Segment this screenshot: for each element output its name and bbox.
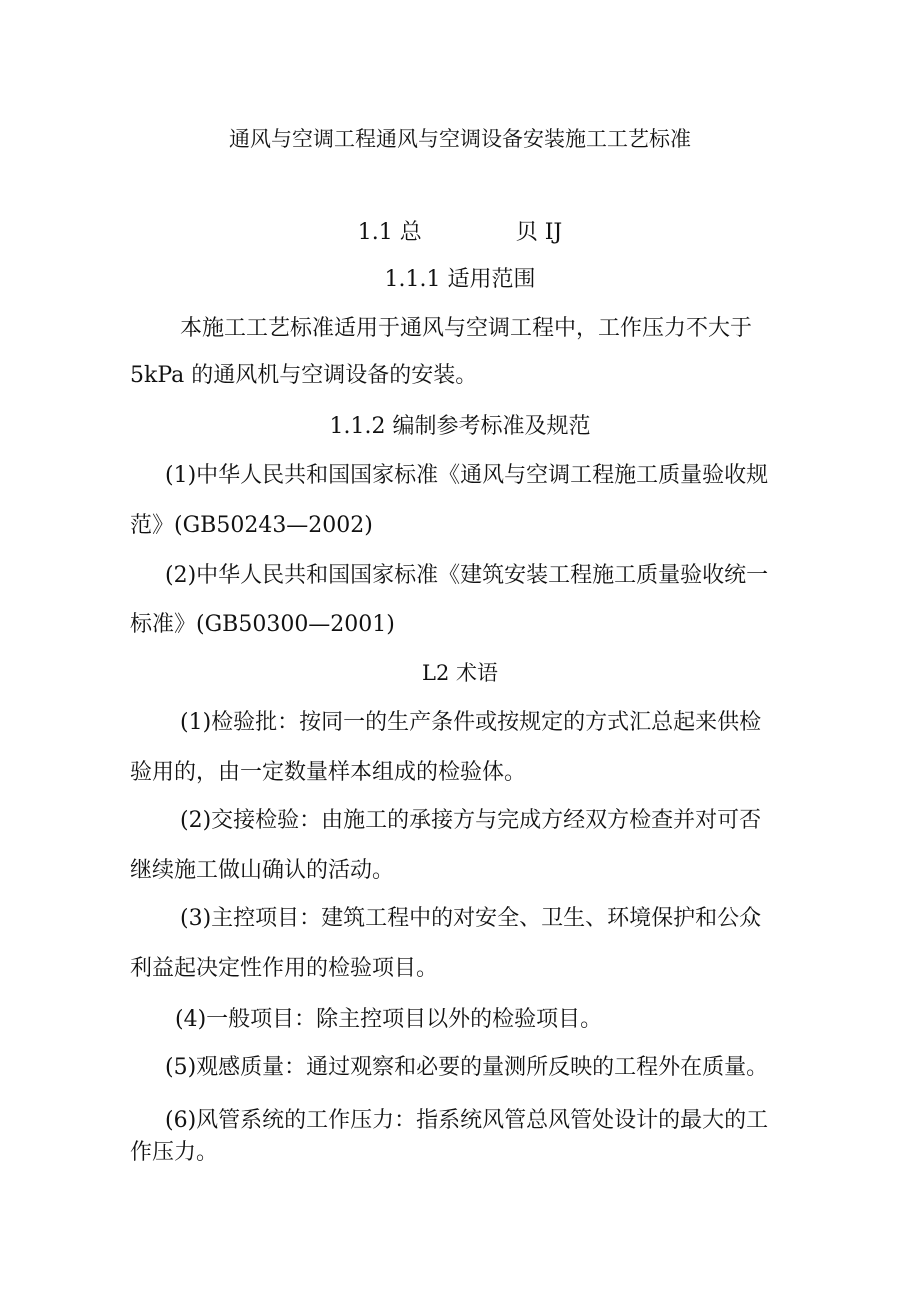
section-1-2-heading: L2 术语 [422, 661, 498, 685]
section-1-1-number: 1.1 总 [357, 220, 422, 245]
scope-paragraph-line-1: 本施工工艺标准适用于通风与空调工程中，工作压力不大于 [180, 316, 753, 341]
section-1-1-heading [0, 218, 920, 248]
term-2-line-1: (2)交接检验：由施工的承接方与完成方经双方检查并对可否 [180, 808, 762, 833]
section-1-1-label: 贝 IJ [515, 220, 563, 245]
section-1-1-2-heading: 1.1.2 编制参考标准及规范 [329, 414, 591, 439]
term-1-line-2: 验用的，由一定数量样本组成的检验体。 [130, 760, 527, 785]
reference-item-2-line-1: (2)中华人民共和国国家标准《建筑安装工程施工质量验收统一 [165, 563, 769, 588]
term-5-line-1: (5)观感质量：通过观察和必要的量测所反映的工程外在质量。 [165, 1055, 769, 1080]
reference-item-2-line-2: 标准》(GB50300—2001) [130, 612, 395, 637]
document-title: 通风与空调工程通风与空调设备安装施工工艺标准 [229, 127, 691, 151]
reference-item-1-line-2: 范》(GB50243—2002) [130, 513, 373, 538]
term-6-line-2: 作压力。 [130, 1140, 219, 1165]
term-2-line-2: 继续施工做山确认的活动。 [130, 858, 395, 883]
term-4-line-1: (4)一般项目：除主控项目以外的检验项目。 [175, 1007, 603, 1032]
term-1-line-1: (1)检验批：按同一的生产条件或按规定的方式汇总起来供检 [180, 710, 762, 735]
term-6-line-1: (6)风管系统的工作压力：指系统风管总风管处设计的最大的工 [165, 1108, 769, 1133]
term-3-line-1: (3)主控项目：建筑工程中的对安全、卫生、环境保护和公众 [180, 906, 762, 931]
reference-item-1-line-1: (1)中华人民共和国国家标准《通风与空调工程施工质量验收规 [165, 463, 769, 488]
scope-paragraph-line-2: 5kPa 的通风机与空调设备的安装。 [130, 363, 478, 388]
section-1-1-1-heading: 1.1.1 适用范围 [384, 267, 536, 292]
term-3-line-2: 利益起决定性作用的检验项目。 [130, 956, 439, 981]
